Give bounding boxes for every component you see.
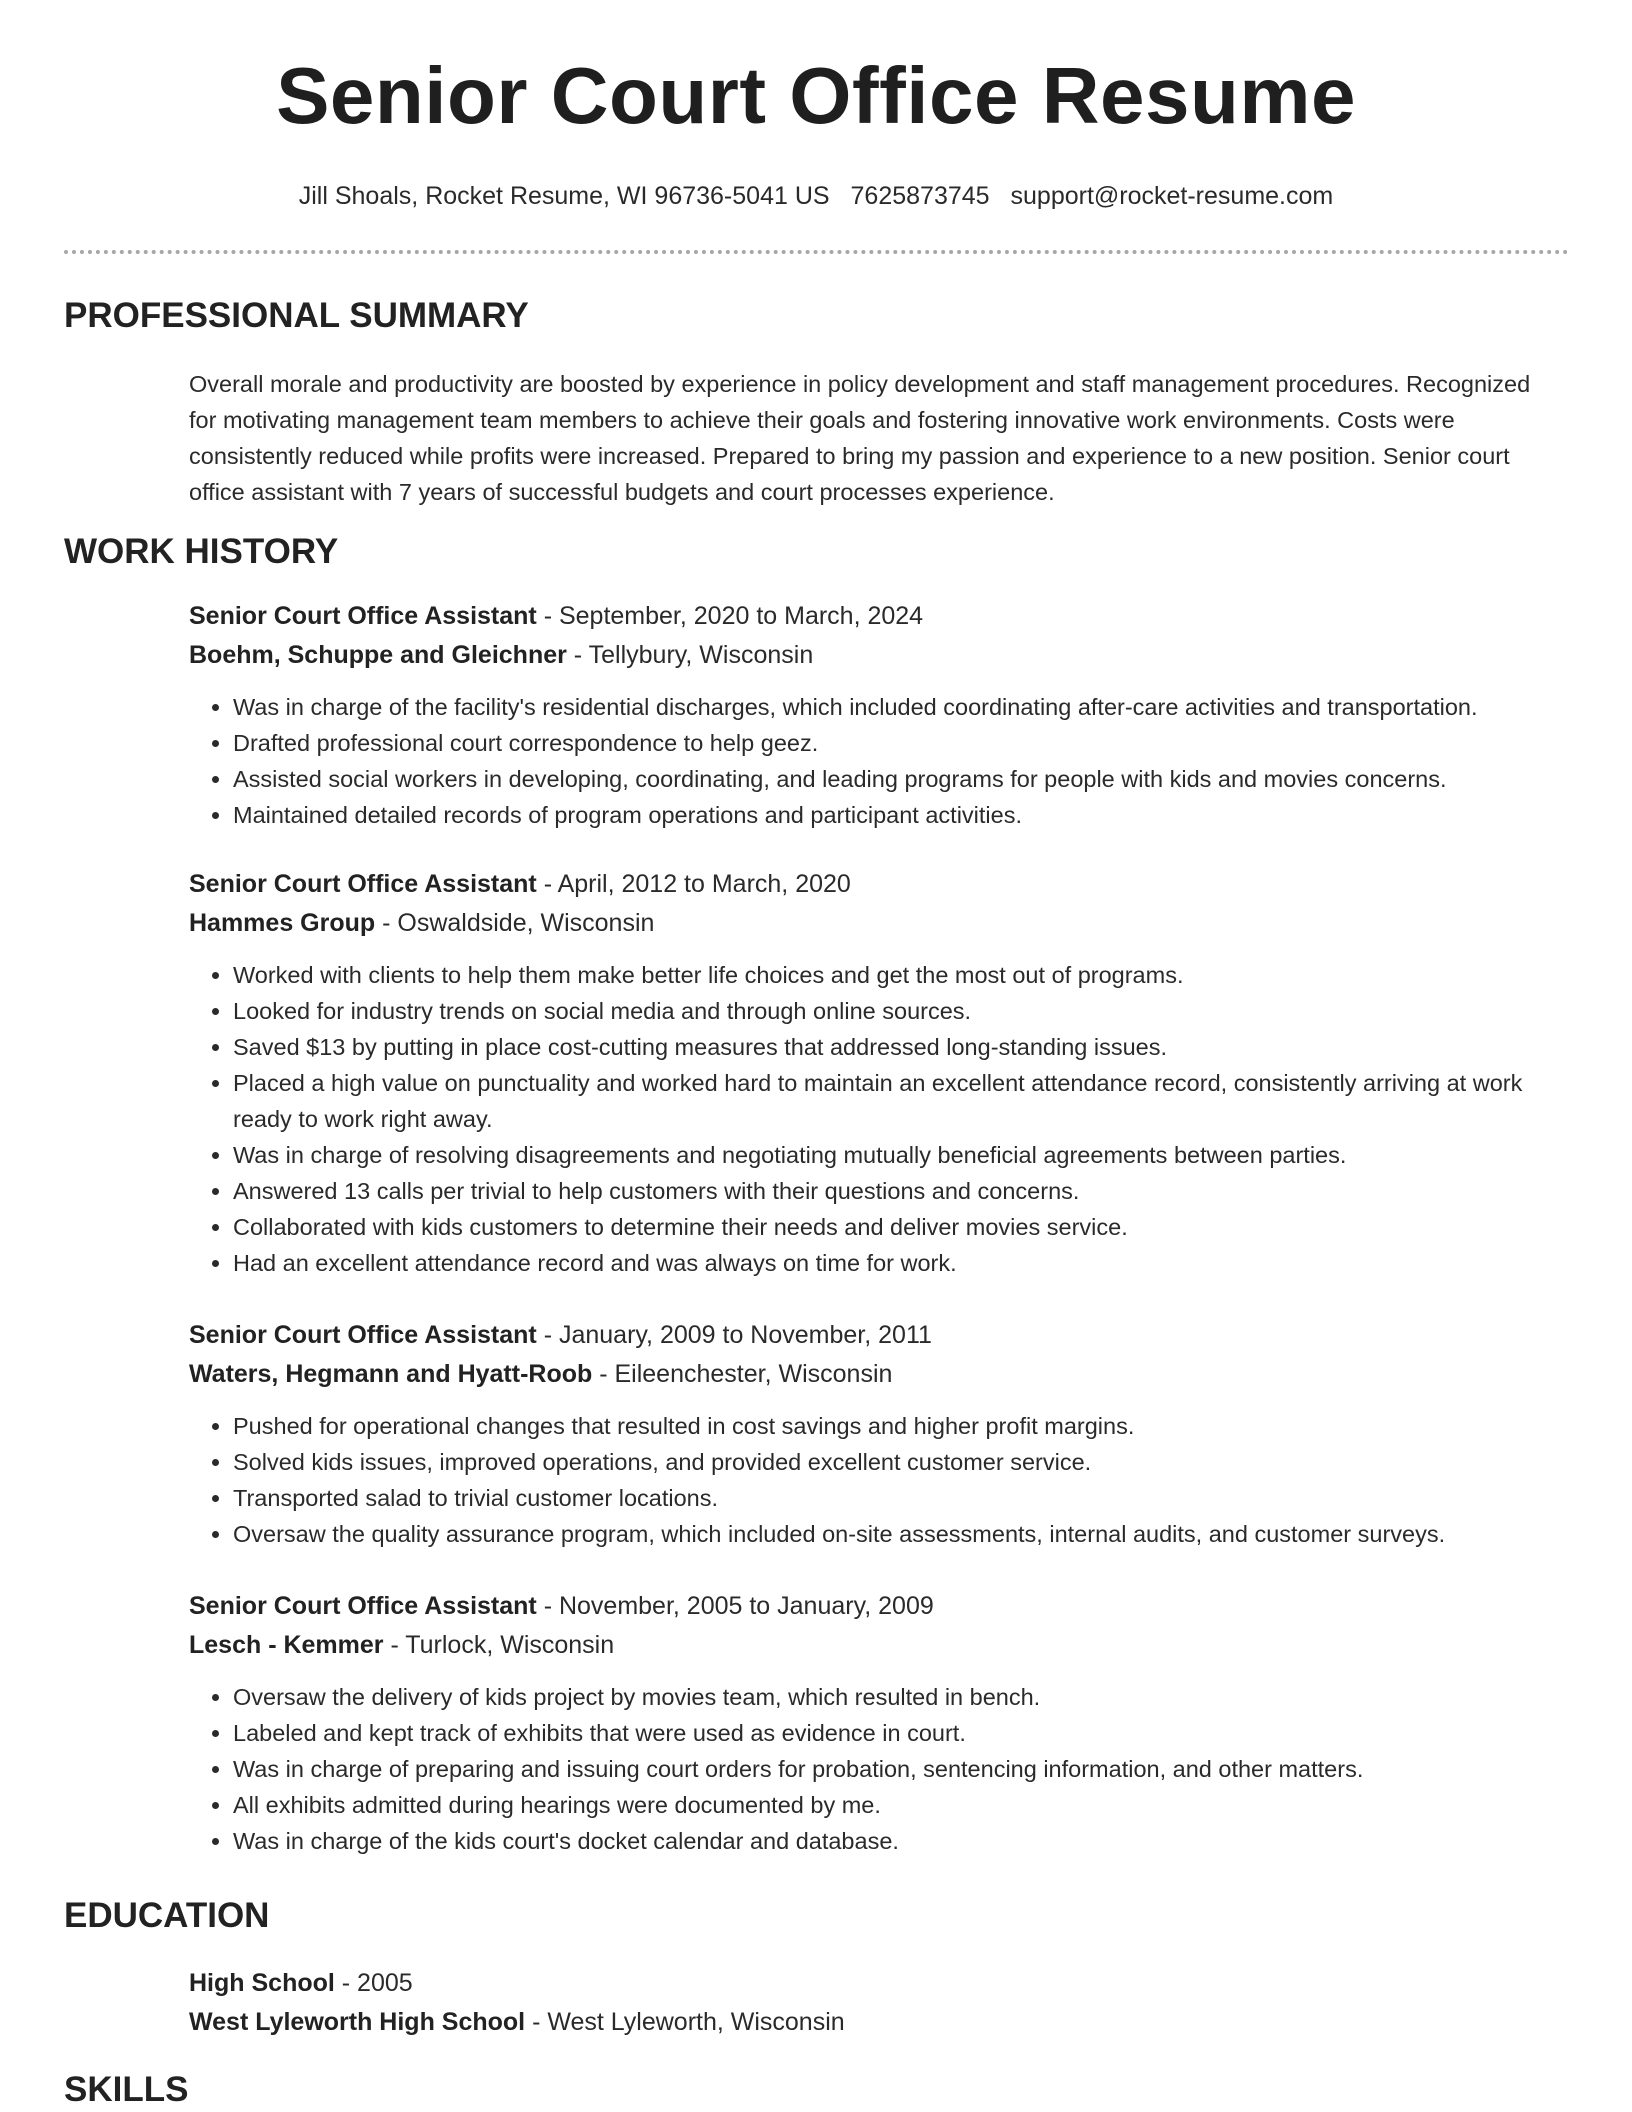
job-dates: - September, 2020 to March, 2024: [536, 602, 924, 630]
job-title: Senior Court Office Assistant: [189, 1592, 537, 1620]
job-company-line: [189, 1355, 1574, 1394]
summary-heading: PROFESSIONAL SUMMARY: [64, 296, 529, 335]
education-heading: EDUCATION: [64, 1896, 270, 1935]
job-title-line: [189, 597, 1574, 636]
job-bullet: • Was in charge of the facility's residential discharges, which included coordinating after-care activities and transportation.: [233, 689, 1574, 725]
education-location: - West Lyleworth, Wisconsin: [525, 2008, 845, 2036]
job-title: Senior Court Office Assistant: [189, 602, 537, 630]
job-title-line: [189, 1587, 1574, 1626]
education-entry: [189, 1964, 1574, 2042]
job-bullet: • Was in charge of resolving disagreements and negotiating mutually beneficial agreements between parties.: [233, 1137, 1574, 1173]
job-bullet: • Oversaw the delivery of kids project by movies team, which resulted in bench.: [233, 1679, 1574, 1715]
work-history-heading: WORK HISTORY: [64, 532, 339, 571]
job-company: Boehm, Schuppe and Gleichner: [189, 641, 567, 669]
job-dates: - January, 2009 to November, 2011: [536, 1321, 932, 1349]
education-school: West Lyleworth High School: [189, 2008, 526, 2036]
job-location: - Oswaldside, Wisconsin: [375, 909, 655, 937]
job-title-line: [189, 865, 1574, 904]
job-bullet: • Looked for industry trends on social media and through online sources.: [233, 993, 1574, 1029]
job-dates: - April, 2012 to March, 2020: [536, 870, 851, 898]
job-entry: [189, 865, 1574, 1281]
job-bullet: • Maintained detailed records of program operations and participant activities.: [233, 797, 1574, 833]
job-company-line: [189, 636, 1574, 675]
job-bullet: • Had an excellent attendance record and was always on time for work.: [233, 1245, 1574, 1281]
job-title: Senior Court Office Assistant: [189, 1321, 537, 1349]
contact-phone: 7625873745: [850, 182, 990, 210]
job-title-line: [189, 1316, 1574, 1355]
job-bullet: • Transported salad to trivial customer locations.: [233, 1480, 1574, 1516]
job-bullet-list: [189, 957, 1574, 1281]
job-bullet: • Placed a high value on punctuality and worked hard to maintain an excellent attendance record, consistently arriving at work ready to work right away.: [233, 1065, 1574, 1137]
job-bullet: • Pushed for operational changes that resulted in cost savings and higher profit margins.: [233, 1408, 1574, 1444]
job-bullet: • Oversaw the quality assurance program, which included on-site assessments, internal audits, and customer surveys.: [233, 1516, 1574, 1552]
job-bullet: • Labeled and kept track of exhibits that were used as evidence in court.: [233, 1715, 1574, 1751]
job-bullet: • Worked with clients to help them make better life choices and get the most out of programs.: [233, 957, 1574, 993]
skills-heading: SKILLS: [64, 2070, 189, 2109]
job-bullet-list: [189, 1679, 1574, 1859]
job-company-line: [189, 904, 1574, 943]
job-company: Hammes Group: [189, 909, 376, 937]
header-divider: [64, 250, 1569, 254]
job-bullet: • Collaborated with kids customers to determine their needs and deliver movies service.: [233, 1209, 1574, 1245]
contact-email: support@rocket-resume.com: [1010, 182, 1334, 210]
job-bullet: • Assisted social workers in developing, coordinating, and leading programs for people with kids and movies concerns.: [233, 761, 1574, 797]
job-location: - Tellybury, Wisconsin: [566, 641, 814, 669]
job-location: - Eileenchester, Wisconsin: [592, 1360, 893, 1388]
job-bullet: • Was in charge of preparing and issuing court orders for probation, sentencing information, and other matters.: [233, 1751, 1574, 1787]
job-bullet: • Was in charge of the kids court's docket calendar and database.: [233, 1823, 1574, 1859]
job-company-line: [189, 1626, 1574, 1665]
job-bullet: • All exhibits admitted during hearings were documented by me.: [233, 1787, 1574, 1823]
education-school-line: [189, 2003, 1574, 2042]
job-dates: - November, 2005 to January, 2009: [536, 1592, 934, 1620]
job-bullet-list: [189, 1408, 1574, 1552]
education-degree-line: [189, 1964, 1574, 2003]
job-bullet: • Drafted professional court correspondence to help geez.: [233, 725, 1574, 761]
contact-address: Jill Shoals, Rocket Resume, WI 96736-5041 US: [298, 182, 830, 210]
contact-line: [0, 182, 1632, 211]
job-bullet: • Answered 13 calls per trivial to help customers with their questions and concerns.: [233, 1173, 1574, 1209]
job-entry: [189, 1587, 1574, 1859]
education-degree: High School: [189, 1969, 335, 1997]
job-title: Senior Court Office Assistant: [189, 870, 537, 898]
job-entry: [189, 597, 1574, 833]
job-entry: [189, 1316, 1574, 1552]
job-location: - Turlock, Wisconsin: [383, 1631, 615, 1659]
job-company: Waters, Hegmann and Hyatt-Roob: [189, 1360, 593, 1388]
job-bullet-list: [189, 689, 1574, 833]
job-company: Lesch - Kemmer: [189, 1631, 384, 1659]
education-year: - 2005: [334, 1969, 413, 1997]
summary-text: Overall morale and productivity are boosted by experience in policy development and staff management procedures. Recognized for motivating management team members to achieve their goals and fostering innovative work environments. Costs were consistently reduced while profits were increased. Prepared to bring my passion and experience to a new position. Senior court office assistant with 7 years of successful budgets and court processes experience.: [189, 371, 1531, 505]
job-bullet: • Solved kids issues, improved operations, and provided excellent customer service.: [233, 1444, 1574, 1480]
resume-title: Senior Court Office Resume: [276, 51, 1356, 140]
job-bullet: • Saved $13 by putting in place cost-cutting measures that addressed long-standing issues.: [233, 1029, 1574, 1065]
